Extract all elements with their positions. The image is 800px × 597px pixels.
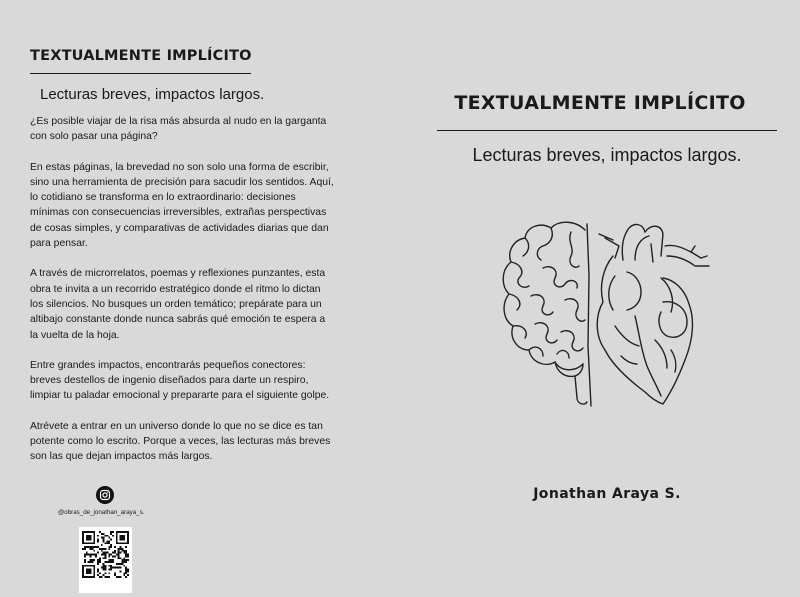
front-cover-divider [437, 130, 777, 131]
synopsis-paragraph: Atrévete a entrar en un universo donde lo que no se dice es tan potente como lo escrito. Porque a veces, las lecturas más breves son las que dejan impactos más largos. [30, 420, 331, 463]
back-cover-title: TEXTUALMENTE IMPLÍCITO [30, 48, 252, 64]
synopsis [30, 114, 335, 480]
front-cover-subtitle: Lecturas breves, impactos largos. [472, 145, 742, 165]
qr-code-icon [79, 527, 132, 593]
synopsis-paragraph: A través de microrrelatos, poemas y reflexiones punzantes, esta obra te invita a un recorrido estratégico donde el ritmo lo dictan los silencios. No busques un orden temático; prepárate para un altibajo constante donde nunca sabrás qué emoción te espera a la vuelta de la hoja. [30, 268, 326, 341]
back-cover-divider [30, 73, 251, 74]
author-name: Jonathan Araya S. [533, 486, 681, 502]
front-cover-title: TEXTUALMENTE IMPLÍCITO [454, 92, 746, 114]
back-cover-subtitle: Lecturas breves, impactos largos. [40, 86, 265, 103]
front-cover [400, 0, 800, 597]
synopsis-paragraph: Entre grandes impactos, encontrarás pequeños conectores: breves destellos de ingenio diseñados para darte un respiro, limpiar tu paladar emocional y prepararte para el siguiente golpe. [30, 359, 330, 402]
instagram-handle: @obras_de_jonathan_araya_s. [58, 509, 145, 516]
brain-heart-illustration-icon [495, 216, 725, 412]
synopsis-paragraph: ¿Es posible viajar de la risa más absurda al nudo en la garganta con solo pasar una página? [30, 116, 327, 143]
instagram-icon [96, 486, 114, 504]
synopsis-paragraph: En estas páginas, la brevedad no son solo una forma de escribir, sino una herramienta de precisión para sacudir los sentidos. Aquí, lo cotidiano se transforma en lo extraordinario: decisiones mínimas con consecuencias irreversibles, extrañas perspectivas de cosas simples, y comparativas de actividades diarias que dan para pensar. [30, 161, 334, 250]
